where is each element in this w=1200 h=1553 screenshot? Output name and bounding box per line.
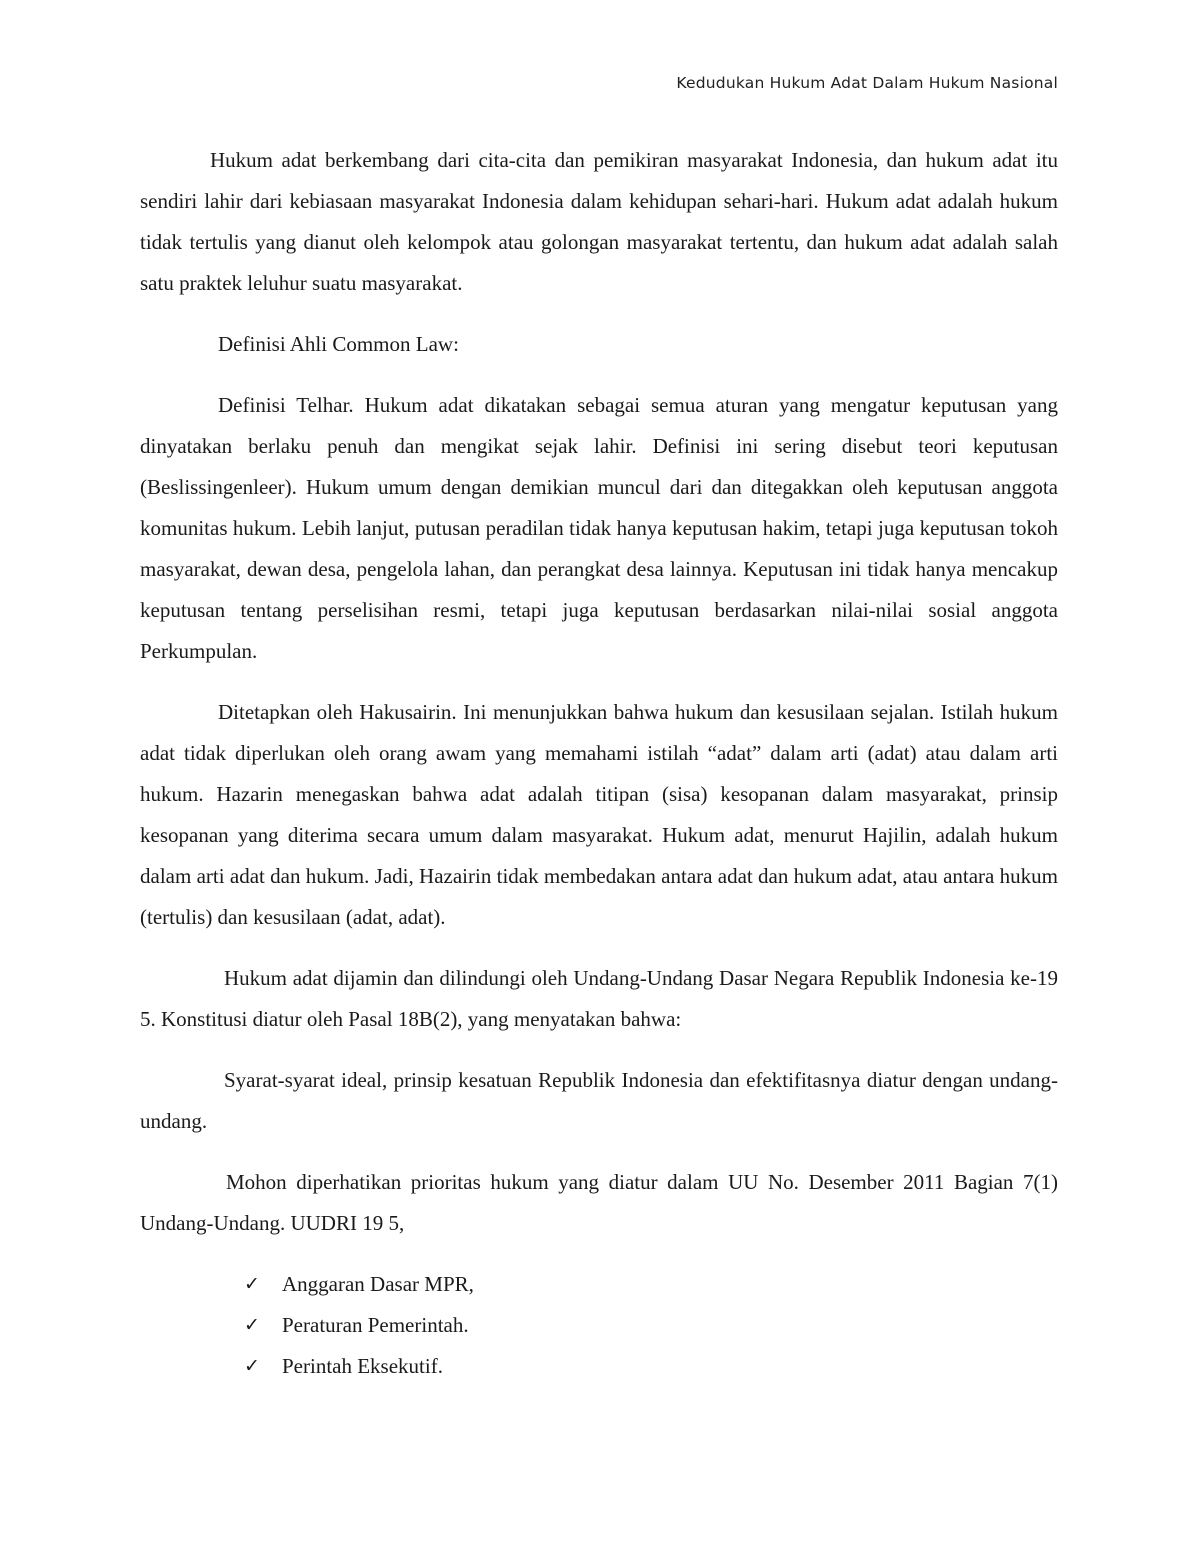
checklist [244,1264,1058,1387]
list-item [244,1346,1058,1387]
list-item-text: Perintah Eksekutif. [282,1354,443,1378]
paragraph-telhar-definition: Definisi Telhar. Hukum adat dikatakan sebagai semua aturan yang mengatur keputusan yang dinyatakan berlaku penuh dan mengikat sejak lahir. Definisi ini sering disebut teori keputusan (Beslissingenleer). Hukum umum dengan demikian muncul dari dan ditegakkan oleh keputusan anggota komunitas hukum. Lebih lanjut, putusan peradilan tidak hanya keputusan hakim, tetapi juga keputusan tokoh masyarakat, dewan desa, pengelola lahan, dan perangkat desa lainnya. Keputusan ini tidak hanya mencakup keputusan tentang perselisihan resmi, tetapi juga keputusan berdasarkan nilai-nilai sosial anggota Perkumpulan. [140,393,1058,663]
paragraph-quote: Syarat-syarat ideal, prinsip kesatuan Republik Indonesia dan efektifitasnya diatur dengan undang-undang. [140,1068,1058,1133]
checkmark-icon: ✓ [244,1273,260,1295]
paragraph-constitution: Hukum adat dijamin dan dilindungi oleh Undang-Undang Dasar Negara Republik Indonesia ke-19 5. Konstitusi diatur oleh Pasal 18B(2), yang menyatakan bahwa: [140,966,1058,1031]
paragraph-hazairin: Ditetapkan oleh Hakusairin. Ini menunjukkan bahwa hukum dan kesusilaan sejalan. Istilah hukum adat tidak diperlukan oleh orang awam yang memahami istilah “adat” dalam arti (adat) atau dalam arti hukum. Hazarin menegaskan bahwa adat adalah titipan (sisa) kesopanan dalam masyarakat, prinsip kesopanan yang diterima secara umum dalam masyarakat. Hukum adat, menurut Hajilin, adalah hukum dalam arti adat dan hukum. Jadi, Hazairin tidak membedakan antara adat dan hukum adat, atau antara hukum (tertulis) dan kesusilaan (adat, adat). [140,700,1058,929]
checkmark-icon: ✓ [244,1355,260,1377]
paragraph-subheading: Definisi Ahli Common Law: [218,332,459,356]
list-item [244,1305,1058,1346]
list-item-text: Anggaran Dasar MPR, [282,1272,474,1296]
paragraph-priority: Mohon diperhatikan prioritas hukum yang diatur dalam UU No. Desember 2011 Bagian 7(1) Undang-Undang. UUDRI 19 5, [140,1170,1058,1235]
list-item-text: Peraturan Pemerintah. [282,1313,469,1337]
document-body [140,140,1058,1387]
paragraph-intro: Hukum adat berkembang dari cita-cita dan pemikiran masyarakat Indonesia, dan hukum adat itu sendiri lahir dari kebiasaan masyarakat Indonesia dalam kehidupan sehari-hari. Hukum adat adalah hukum tidak tertulis yang dianut oleh kelompok atau golongan masyarakat tertentu, dan hukum adat adalah salah satu praktek leluhur suatu masyarakat. [140,148,1058,295]
checkmark-icon: ✓ [244,1314,260,1336]
list-item [244,1264,1058,1305]
running-header: Kedudukan Hukum Adat Dalam Hukum Nasional [676,74,1058,92]
